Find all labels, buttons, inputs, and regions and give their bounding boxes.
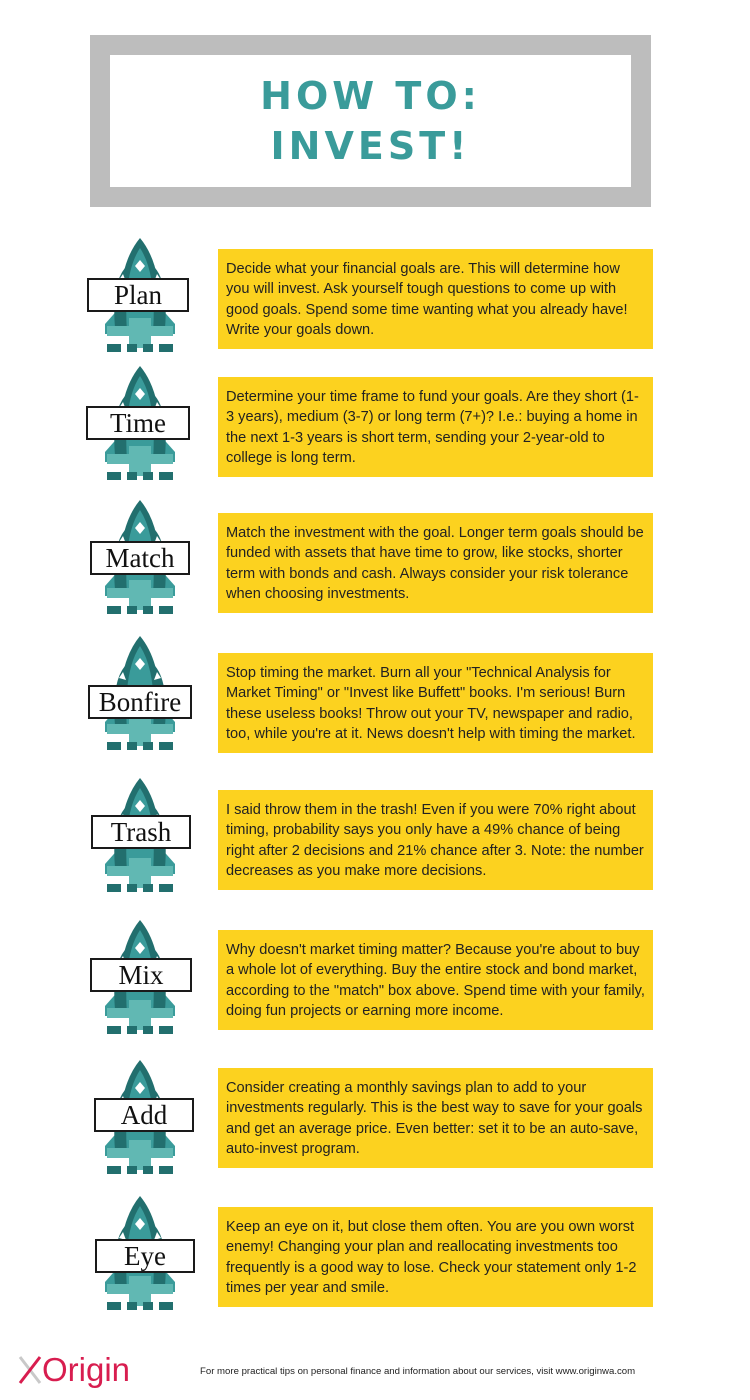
origin-logo	[18, 1350, 130, 1390]
step-label-add: Add	[94, 1098, 194, 1132]
step-text-eye: Keep an eye on it, but close them often. You are you own worst enemy! Changing your plan and reallocating investments too frequently is a good way to lose. Check your statement only 1-2 times per year and smile.	[218, 1207, 653, 1307]
title-frame	[90, 35, 651, 207]
step-text-trash: I said throw them in the trash! Even if you were 70% right about timing, probability says you only have a 49% chance of being right after 2 decisions and 21% chance after 3. Note: the number decreases as you make more decisions.	[218, 790, 653, 890]
step-text-plan: Decide what your financial goals are. This will determine how you will invest. Ask yourself tough questions to come up with good goals. Spend some time wanting what you already have! Write your goals down.	[218, 249, 653, 349]
title-line-2: INVEST!	[270, 124, 471, 168]
step-text-bonfire: Stop timing the market. Burn all your "Technical Analysis for Market Timing" or "Invest like Buffett" books. I'm serious! Burn these useless books! Throw out your TV, newspaper and radio, too, while you're at it. News doesn't help with timing the market.	[218, 653, 653, 753]
step-label-match: Match	[90, 541, 190, 575]
step-label-bonfire: Bonfire	[88, 685, 192, 719]
step-label-time: Time	[86, 406, 190, 440]
logo-text: Origin	[42, 1351, 131, 1388]
step-label-plan: Plan	[87, 278, 189, 312]
step-text-match: Match the investment with the goal. Longer term goals should be funded with assets that have time to grow, like stocks, shorter term with bonds and cash. Always consider your risk tolerance when choosing investments.	[218, 513, 653, 613]
step-text-add: Consider creating a monthly savings plan to add to your investments regularly. This is the best way to save for your goals and get an average price. Even better: set it to be an auto-save, auto-invest program.	[218, 1068, 653, 1168]
step-text-mix: Why doesn't market timing matter? Because you're about to buy a whole lot of everything. Buy the entire stock and bond market, according to the "match" box above. Spend time with your family, doing fun projects or earning more income.	[218, 930, 653, 1030]
title-line-1: HOW TO:	[260, 74, 481, 118]
logo-x-icon	[18, 1355, 42, 1385]
footer-note: For more practical tips on personal finance and information about our services, visit www.originwa.com	[200, 1366, 636, 1377]
step-text-time: Determine your time frame to fund your goals. Are they short (1-3 years), medium (3-7) or long term (7+)? I.e.: buying a home in the next 1-3 years is short term, sending your 2-year-old to college is long term.	[218, 377, 653, 477]
step-label-mix: Mix	[90, 958, 192, 992]
step-label-trash: Trash	[91, 815, 191, 849]
title-box	[110, 55, 631, 187]
step-label-eye: Eye	[95, 1239, 195, 1273]
